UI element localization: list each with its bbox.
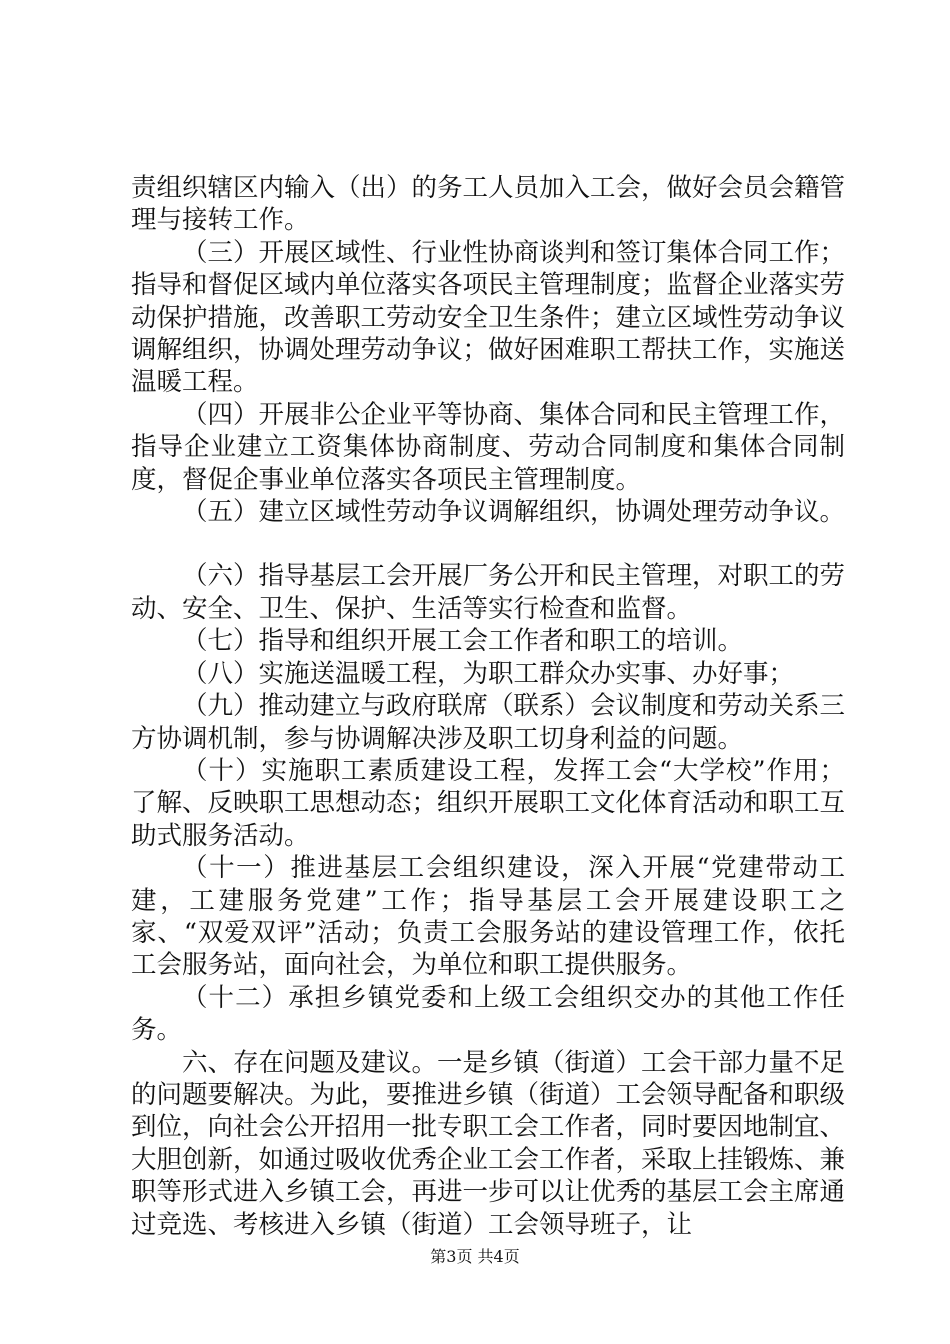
- paragraph-item-12: （十二）承担乡镇党委和上级工会组织交办的其他工作任务。: [131, 982, 845, 1046]
- paragraph-item-7: （七）指导和组织开展工会工作者和职工的培训。: [182, 626, 744, 657]
- paragraph-item-6: （六）指导基层工会开展厂务公开和民主管理，对职工的劳动、安全、卫生、保护、生活等实行检查和监督。: [131, 561, 846, 624]
- paragraph-item-9: （九）推动建立与政府联席（联系）会议制度和劳动关系三方协调机制，参与协调解决涉及职工切身利益的问题。: [131, 691, 846, 754]
- paragraph-item-5: （五）建立区域性劳动争议调解组织，协调处理劳动争议。: [182, 497, 846, 528]
- body-text: [131, 172, 845, 1241]
- paragraph-item-10: （十）实施职工素质建设工程，发挥工会“大学校”作用；了解、反映职工思想动态；组织开展职工文化体育活动和职工互助式服务活动。: [131, 755, 846, 851]
- paragraph-continuation: 责组织辖区内输入（出）的务工人员加入工会，做好会员会籍管理与接转工作。: [131, 173, 846, 236]
- page-footer: [0, 1247, 950, 1267]
- paragraph-item-11: （十一）推进基层工会组织建设，深入开展“党建带动工建，工建服务党建”工作；指导基层工会开展建设职工之家、“双爱双评”活动；负责工会服务站的建设管理工作，依托工会服务站，面向社会，为单位和职工提供服务。: [131, 853, 845, 981]
- paragraph-item-3: （三）开展区域性、行业性协商谈判和签订集体合同工作；指导和督促区域内单位落实各项民主管理制度；监督企业落实劳动保护措施，改善职工劳动安全卫生条件；建立区域性劳动争议调解组织，协调处理劳动争议；做好困难职工帮扶工作，实施送温暖工程。: [131, 237, 846, 398]
- page-number: 第3页 共4页: [430, 1247, 520, 1266]
- paragraph-item-8: （八）实施送温暖工程，为职工群众办实事、办好事；: [182, 658, 795, 689]
- paragraph-item-4: （四）开展非公企业平等协商、集体合同和民主管理工作，指导企业建立工资集体协商制度、劳动合同制度和集体合同制度，督促企事业单位落实各项民主管理制度。: [131, 399, 846, 495]
- paragraph-section-6: 六、存在问题及建议。一是乡镇（街道）工会干部力量不足的问题要解决。为此，要推进乡镇（街道）工会领导配备和职级到位，向社会公开招用一批专职工会工作者，同时要因地制宜、大胆创新，如通过吸收优秀企业工会工作者，采取上挂锻炼、兼职等形式进入乡镇工会，再进一步可以让优秀的基层工会主席通过竞选、考核进入乡镇（街道）工会领导班子，让: [131, 1047, 846, 1240]
